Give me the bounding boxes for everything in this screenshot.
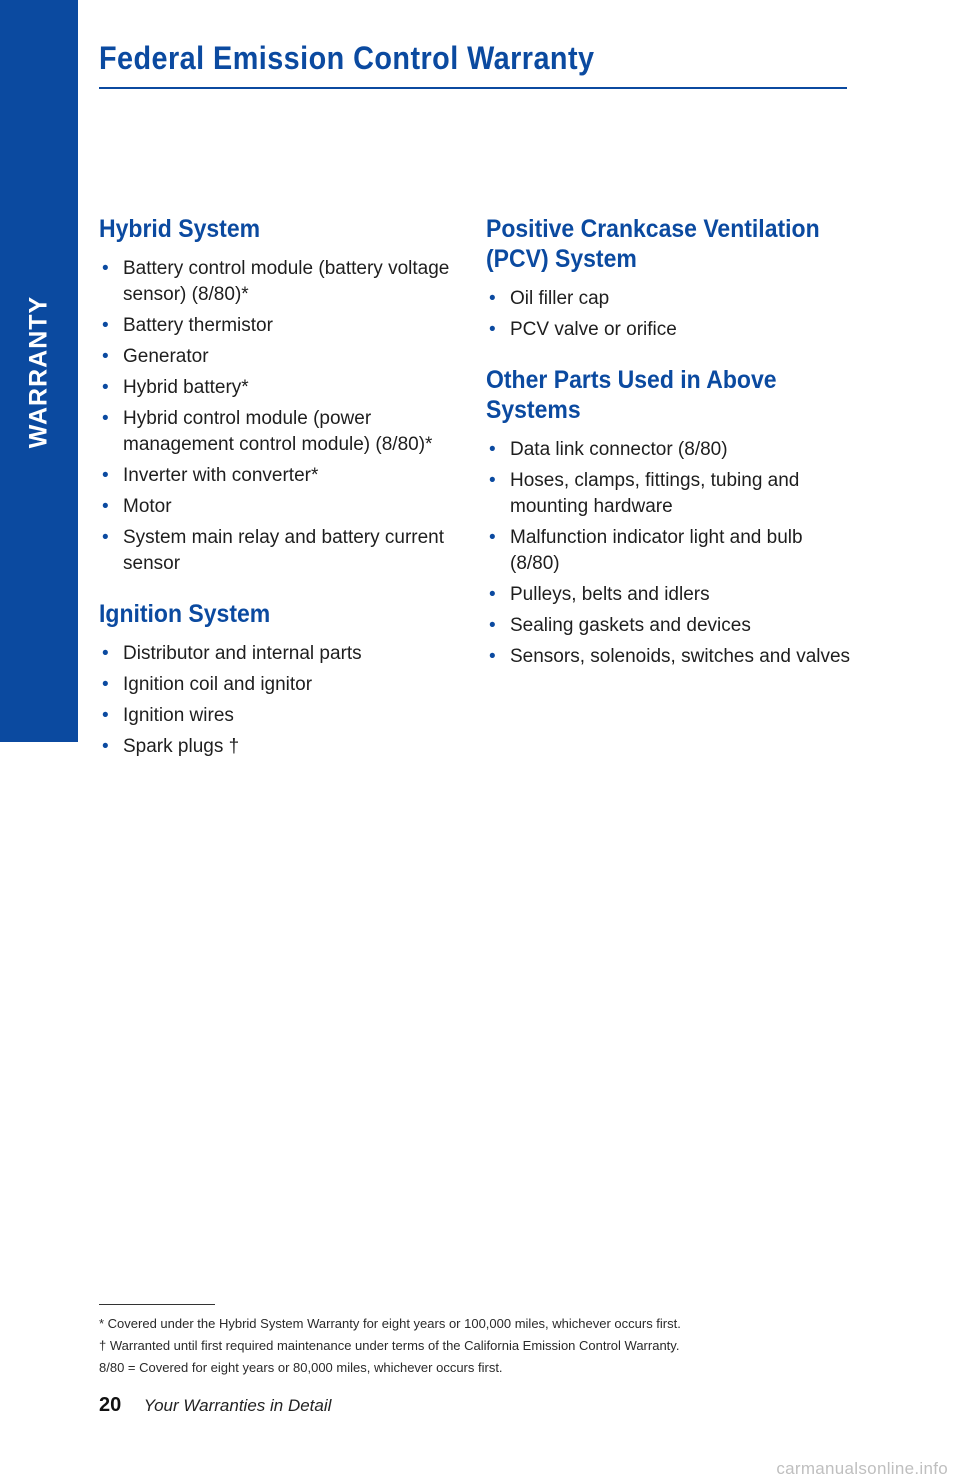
section-pcv-system — [486, 214, 856, 343]
list-item-text: Hoses, clamps, fittings, tubing and mounting hardware — [510, 470, 800, 517]
bullet-icon: • — [102, 258, 109, 279]
list-item — [486, 644, 856, 670]
list-item-text: Hybrid control module (power management control module) (8/80)* — [123, 408, 433, 455]
bullet-icon: • — [489, 470, 496, 491]
footnote-8-80: 8/80 = Covered for eight years or 80,000 miles, whichever occurs first. — [99, 1360, 503, 1375]
bullet-icon: • — [102, 408, 109, 429]
parts-list — [99, 641, 469, 760]
bullet-icon: • — [489, 615, 496, 636]
list-item-text: System main relay and battery current sensor — [123, 527, 445, 574]
bullet-icon: • — [102, 465, 109, 486]
bullet-icon: • — [102, 377, 109, 398]
list-item — [99, 463, 469, 489]
list-item — [99, 672, 469, 698]
section-ignition-system — [99, 599, 469, 760]
list-item — [486, 468, 856, 520]
section-heading: Hybrid System — [99, 215, 261, 243]
list-item-text: Ignition coil and ignitor — [123, 674, 313, 695]
page-footer — [99, 1390, 331, 1420]
list-item — [486, 582, 856, 608]
list-item-text: Data link connector (8/80) — [510, 439, 728, 460]
bullet-icon: • — [489, 288, 496, 309]
list-item — [99, 641, 469, 667]
list-item — [486, 525, 856, 577]
list-item-text: Pulleys, belts and idlers — [510, 584, 710, 605]
footnote-divider — [99, 1304, 215, 1305]
list-item — [99, 734, 469, 760]
list-item-text: Inverter with converter* — [123, 465, 319, 486]
list-item — [99, 406, 469, 458]
footnotes — [99, 1313, 859, 1379]
footnote-hybrid-warranty: * Covered under the Hybrid System Warranty for eight years or 100,000 miles, whichever occurs first. — [99, 1316, 681, 1331]
bullet-icon: • — [102, 315, 109, 336]
parts-list — [486, 437, 856, 670]
list-item — [486, 613, 856, 639]
list-item — [99, 525, 469, 577]
list-item-text: Motor — [123, 496, 172, 517]
list-item — [99, 313, 469, 339]
list-item-text: Hybrid battery* — [123, 377, 249, 398]
list-item-text: Sensors, solenoids, switches and valves — [510, 646, 851, 667]
list-item-text: Ignition wires — [123, 705, 234, 726]
bullet-icon: • — [102, 674, 109, 695]
list-item — [99, 703, 469, 729]
right-column — [486, 214, 856, 675]
list-item-text: Battery control module (battery voltage sensor) (8/80)* — [123, 258, 450, 305]
footnote-maintenance: † Warranted until first required maintenance under terms of the California Emission Control Warranty. — [99, 1338, 680, 1353]
bullet-icon: • — [489, 527, 496, 548]
parts-list — [486, 286, 856, 343]
list-item-text: Generator — [123, 346, 209, 367]
list-item-text: Malfunction indicator light and bulb (8/80) — [510, 527, 803, 574]
page-number: 20 — [99, 1394, 122, 1416]
list-item — [99, 256, 469, 308]
list-item-text: Battery thermistor — [123, 315, 273, 336]
list-item-text: Spark plugs † — [123, 736, 240, 757]
title-divider — [99, 87, 847, 89]
footer-title: Your Warranties in Detail — [143, 1396, 332, 1415]
list-item — [99, 344, 469, 370]
section-other-parts — [486, 365, 856, 670]
watermark-text: carmanualsonline.info — [776, 1459, 948, 1478]
list-item — [486, 286, 856, 312]
bullet-icon: • — [102, 736, 109, 757]
parts-list — [99, 256, 469, 577]
bullet-icon: • — [489, 584, 496, 605]
list-item — [486, 437, 856, 463]
bullet-icon: • — [102, 705, 109, 726]
left-column — [99, 214, 469, 765]
list-item — [486, 317, 856, 343]
list-item — [99, 494, 469, 520]
list-item-text: Distributor and internal parts — [123, 643, 362, 664]
section-hybrid-system — [99, 214, 469, 577]
section-side-tab — [0, 0, 78, 742]
bullet-icon: • — [102, 496, 109, 517]
section-heading: Other Parts Used in Above Systems — [486, 366, 777, 424]
list-item-text: Oil filler cap — [510, 288, 610, 309]
list-item-text: PCV valve or orifice — [510, 319, 677, 340]
page-title: Federal Emission Control Warranty — [99, 40, 595, 76]
section-heading: Positive Crankcase Ventilation (PCV) System — [486, 215, 820, 273]
bullet-icon: • — [489, 439, 496, 460]
list-item — [99, 375, 469, 401]
bullet-icon: • — [102, 527, 109, 548]
list-item-text: Sealing gaskets and devices — [510, 615, 751, 636]
bullet-icon: • — [102, 346, 109, 367]
side-tab-label: WARRANTY — [24, 295, 53, 449]
bullet-icon: • — [489, 646, 496, 667]
section-heading: Ignition System — [99, 600, 271, 628]
bullet-icon: • — [489, 319, 496, 340]
bullet-icon: • — [102, 643, 109, 664]
